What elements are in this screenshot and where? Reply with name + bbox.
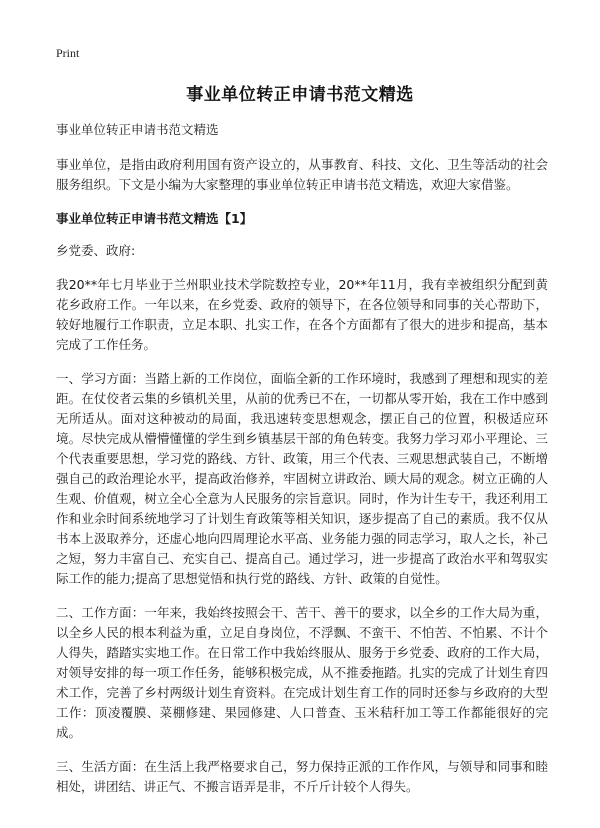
intro-paragraph: 事业单位，是指由政府利用国有资产设立的，从事教育、科技、文化、卫生等活动的社会服务组织。下文是小编为大家整理的事业单位转正申请书范文精选，欢迎大家借鉴。: [56, 157, 548, 192]
section-heading: 事业单位转正申请书范文精选【1】: [56, 211, 253, 226]
document-body: [56, 120, 548, 811]
body-paragraph-3: 二、工作方面：一年来，我始终按照会干、苦干、善干的要求，以全乡的工作大局为重，以全乡人民的根本利益为重，立足自身岗位，不浮飘、不蛮干、不怕苦、不怕累、不计个人得失，踏踏实实地工作。在日常工作中我始终服从、服务于乡党委、政府的工作大局，对领导安排的每一项工作任务，能够积极完成，从不推委拖踏。扎实的完成了计划生育四术工作，完善了乡村两级计划生育资料。在完成计划生育工作的同时还参与乡政府的大型工作：顶凌覆膜、菜棚修建、果园修建、人口普查、玉米秸秆加工等工作都能很好的完成。: [56, 605, 548, 740]
body-paragraph-4: 三、生活方面：在生活上我严格要求自己，努力保持正派的工作作风，与领导和同事和睦相处，讲团结、讲正气、不搬言语弄是非，不斤斤计较个人得失。: [56, 759, 548, 794]
body-paragraph-2: 一、学习方面：当踏上新的工作岗位，面临全新的工作环境时，我感到了理想和现实的差距。在仗佼者云集的乡镇机关里，从前的优秀已不在，一切都从零开始，我在工作中感到无所适从。面对这种被动的局面，我迅速转变思想观念，摆正自己的位置，积极适应环境。尽快完成从懵懵懂懂的学生到乡镇基层干部的角色转变。我努力学习邓小平理论、三个代表重要思想，学习党的路线、方针、政策，用三个代表、三观思想武装自己，不断增强自己的政治理论水平，提高政治修养，牢固树立讲政治、顾大局的观念。树立正确的人生观、价值观，树立全心全意为人民服务的宗旨意识。同时，作为计生专干，我还利用工作和业余时间系统地学习了计划生育政策等相关知识，逐步提高了自己的素质。我不仅从书本上汲取养分，还虚心地向四周理论水平高、业务能力强的同志学习，取人之长，补己之短，努力丰富自己、充实自己、提高自己。通过学习，进一步提高了政治水平和驾驭实际工作的能力;提高了思想觉悟和执行党的路线、方针、政策的自觉性。: [56, 371, 548, 586]
document-title: 事业单位转正申请书范文精选: [186, 85, 414, 105]
salutation: 乡党委、政府:: [56, 243, 136, 258]
document-subtitle: 事业单位转正申请书范文精选: [56, 122, 219, 137]
print-link[interactable]: Print: [56, 46, 80, 60]
body-paragraph-1: 我20**年七月毕业于兰州职业技术学院数控专业，20**年11月，我有幸被组织分配到黄花乡政府工作。一年以来，在乡党委、政府的领导下，在各位领导和同事的关心帮助下，较好地履行工作职责，立足本职、扎实工作，在各个方面都有了很大的进步和提高，基本完成了工作任务。: [56, 277, 548, 352]
